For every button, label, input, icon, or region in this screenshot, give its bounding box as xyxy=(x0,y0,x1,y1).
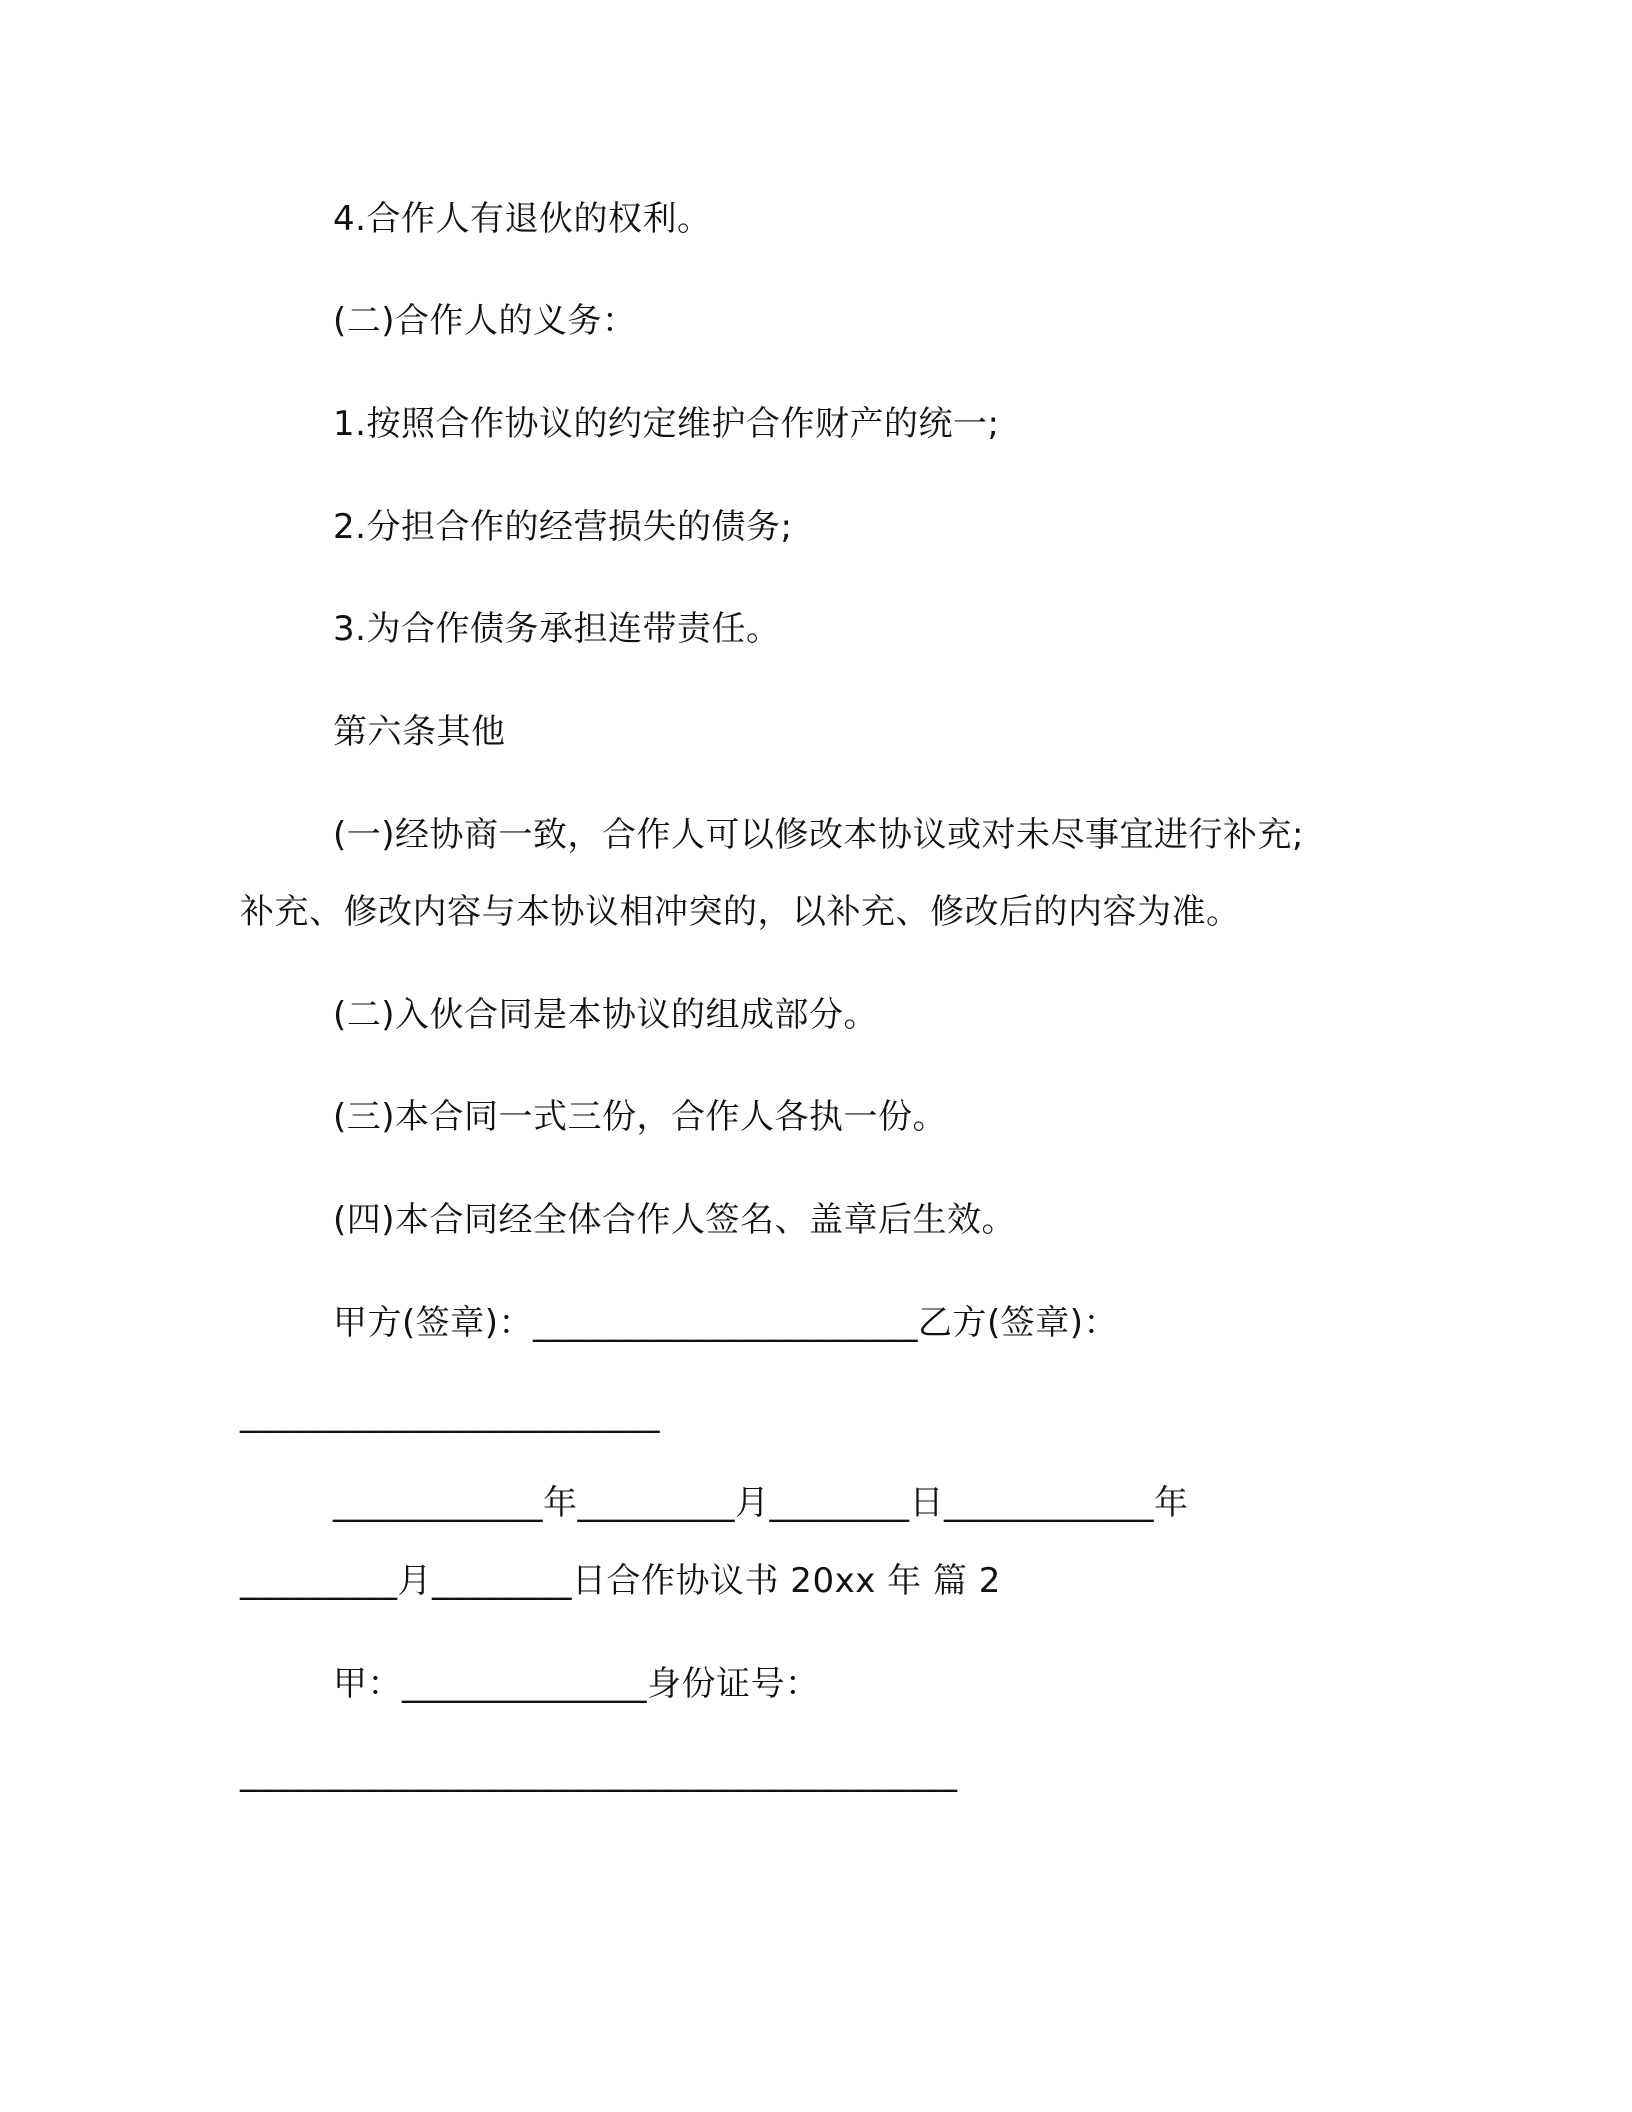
article-6-heading: 第六条其他 xyxy=(333,712,506,752)
clause-4-withdraw-right: 4.合作人有退伙的权利。 xyxy=(333,199,712,239)
party-a-id-line: 甲：______________身份证号： xyxy=(333,1664,820,1704)
signature-blank: ________________________ xyxy=(240,1394,660,1434)
article-6-item-2: (二)入伙合同是本协议的组成部分。 xyxy=(333,995,879,1035)
date-line: ____________年_________月________日____________年 xyxy=(333,1483,1189,1523)
obligation-2: 2.分担合作的经营损失的债务; xyxy=(333,507,793,547)
section-partner-obligations: (二)合作人的义务： xyxy=(333,301,637,341)
obligation-3: 3.为合作债务承担连带责任。 xyxy=(333,609,781,649)
article-6-item-4: (四)本合同经全体合作人签名、盖章后生效。 xyxy=(333,1200,1017,1240)
id-number-blank: _________________________________________ xyxy=(240,1753,958,1793)
article-6-item-1: (一)经协商一致，合作人可以修改本协议或对未尽事宜进行补充; xyxy=(333,815,1304,855)
date-line-cont-title: _________月________日合作协议书 20xx 年 篇 2 xyxy=(240,1561,1001,1601)
article-6-item-3: (三)本合同一式三份，合作人各执一份。 xyxy=(333,1097,948,1137)
article-6-item-1-cont: 补充、修改内容与本协议相冲突的，以补充、修改后的内容为准。 xyxy=(240,892,1241,932)
signature-line-parties: 甲方(签章)：______________________乙方(签章)： xyxy=(333,1303,1119,1343)
obligation-1: 1.按照合作协议的约定维护合作财产的统一; xyxy=(333,404,1000,444)
